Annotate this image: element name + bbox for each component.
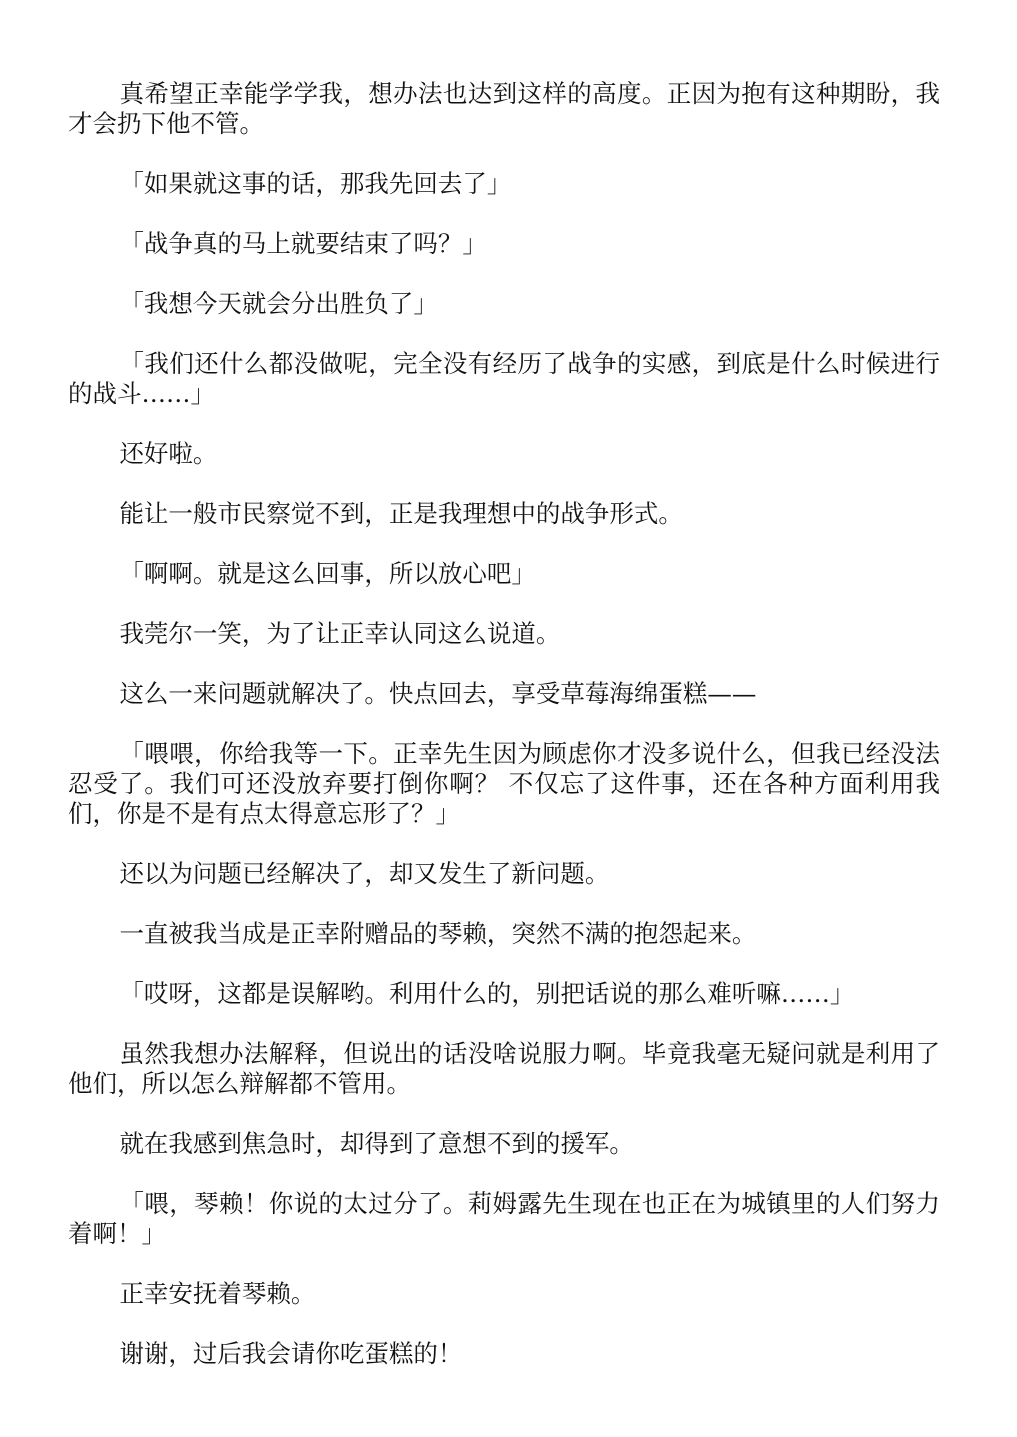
- paragraph: 还以为问题已经解决了，却又发生了新问题。: [119, 859, 610, 888]
- paragraph: 「战争真的马上就要结束了吗？」: [119, 229, 487, 258]
- paragraph: 我莞尔一笑，为了让正幸认同这么说道。: [119, 619, 561, 648]
- paragraph: 「哎呀，这都是误解哟。利用什么的，别把话说的那么难听嘛……」: [119, 979, 855, 1008]
- paragraph: 谢谢，过后我会请你吃蛋糕的！: [119, 1339, 463, 1368]
- paragraph: 这么一来问题就解决了。快点回去，享受草莓海绵蛋糕——: [119, 679, 757, 708]
- paragraph: 一直被我当成是正幸附赠品的琴赖，突然不满的抱怨起来。: [119, 919, 757, 948]
- paragraph: 「喂喂，你给我等一下。正幸先生因为顾虑你才没多说什么，但我已经没法忍受了。我们可还没放弃要打倒你啊？ 不仅忘了这件事，还在各种方面利用我们，你是不是有点太得意忘形了？」: [68, 739, 940, 828]
- paragraph: 真希望正幸能学学我，想办法也达到这样的高度。正因为抱有这种期盼，我才会扔下他不管。: [68, 79, 940, 138]
- paragraph: 「如果就这事的话，那我先回去了」: [119, 169, 512, 198]
- paragraph: 「喂，琴赖！你说的太过分了。莉姆露先生现在也正在为城镇里的人们努力着啊！」: [68, 1189, 940, 1248]
- paragraph: 就在我感到焦急时，却得到了意想不到的援军。: [119, 1129, 634, 1158]
- paragraph: 「我们还什么都没做呢，完全没有经历了战争的实感，到底是什么时候进行的战斗……」: [68, 349, 940, 408]
- document-page: [68, 79, 940, 1399]
- paragraph: 「我想今天就会分出胜负了」: [119, 289, 438, 318]
- paragraph: 「啊啊。就是这么回事，所以放心吧」: [119, 559, 536, 588]
- paragraph: 正幸安抚着琴赖。: [119, 1279, 316, 1308]
- paragraph: 能让一般市民察觉不到，正是我理想中的战争形式。: [119, 499, 683, 528]
- paragraph: 虽然我想办法解释，但说出的话没啥说服力啊。毕竟我毫无疑问就是利用了他们，所以怎么辩解都不管用。: [68, 1039, 940, 1098]
- paragraph: 还好啦。: [119, 439, 218, 468]
